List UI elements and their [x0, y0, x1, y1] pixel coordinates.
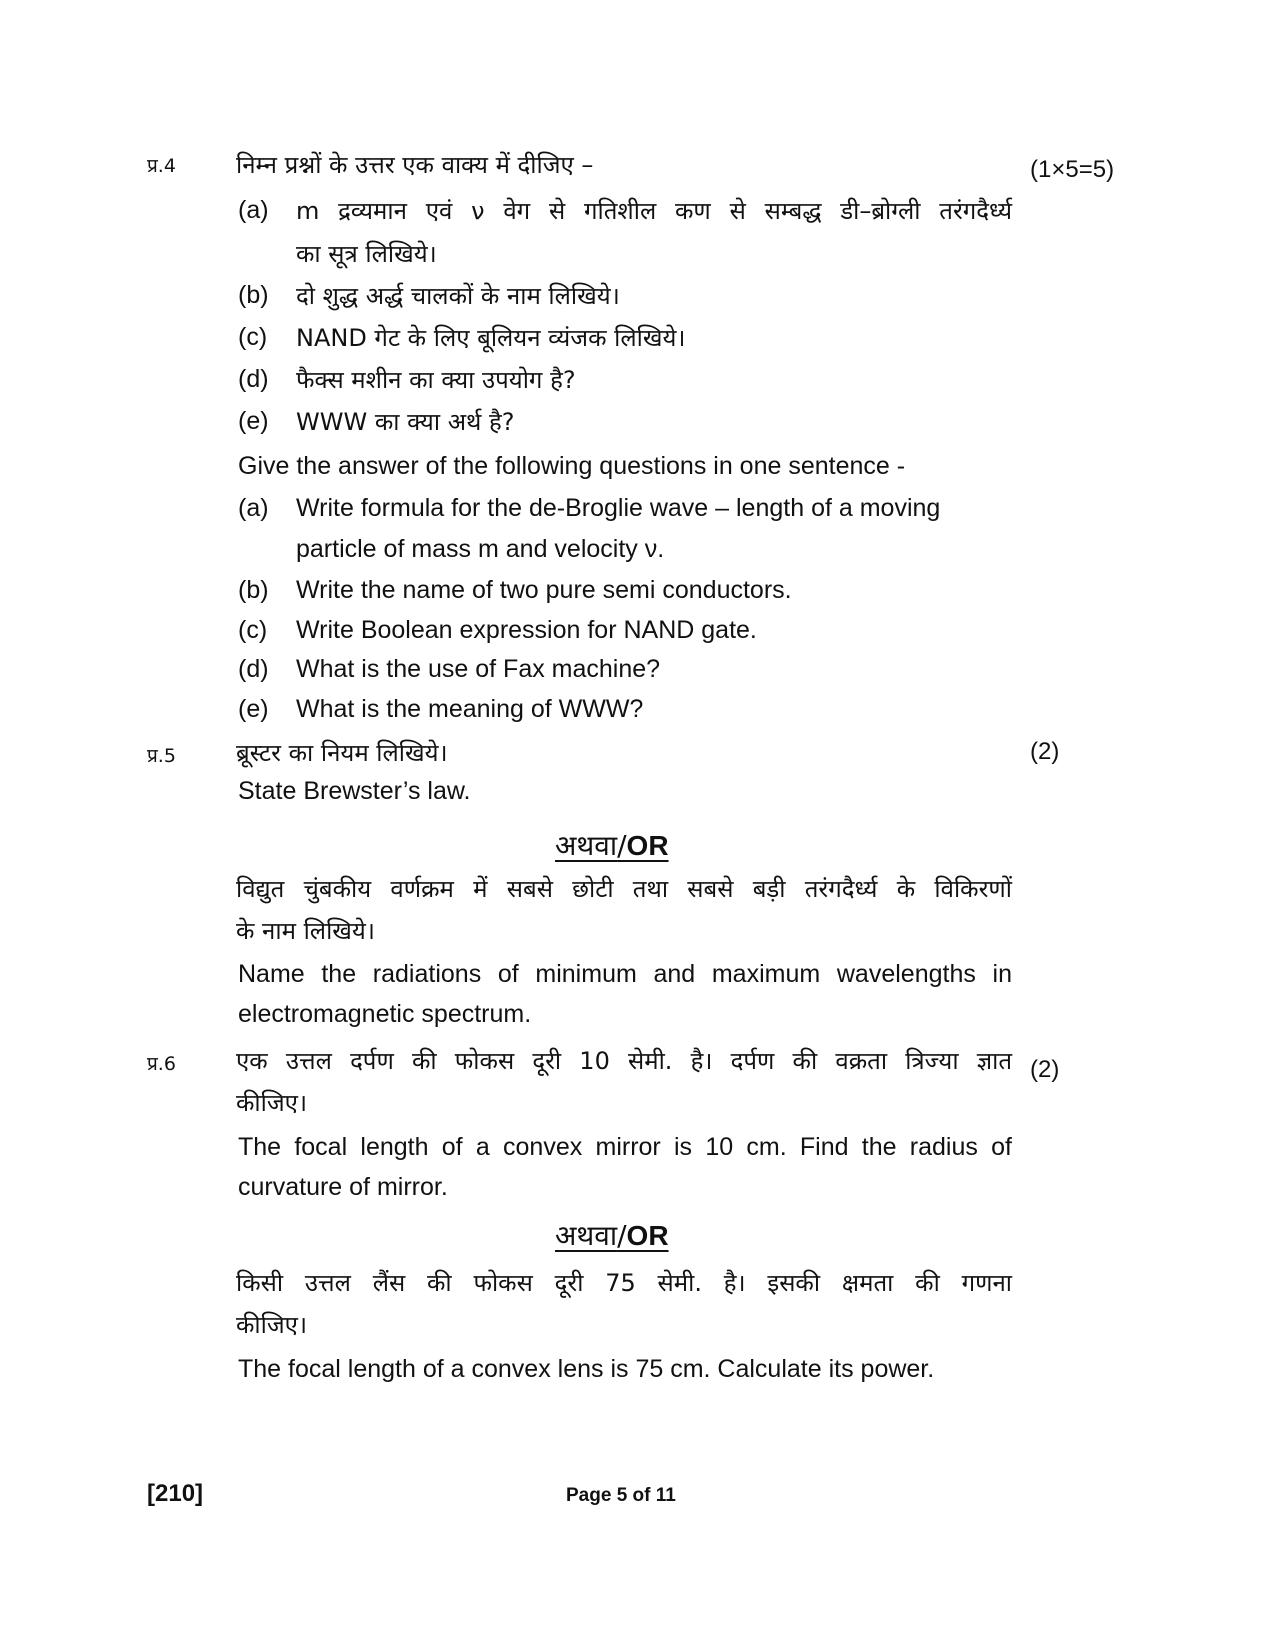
q4-english-d-label: (d)	[238, 655, 269, 683]
q6-alt-english: The focal length of a convex lens is 75 cm. Calculate its power.	[238, 1355, 935, 1383]
q4-english-c: Write Boolean expression for NAND gate.	[296, 616, 757, 644]
q4-hindi-a-label: (a)	[238, 196, 269, 224]
q4-hindi-intro: निम्न प्रश्नों के उत्तर एक वाक्य में दीजिए –	[236, 151, 594, 179]
paper-code: [210]	[147, 1480, 204, 1507]
q4-hindi-b: दो शुद्ध अर्द्ध चालकों के नाम लिखिये।	[296, 282, 620, 310]
q6-marks: (2)	[1030, 1056, 1060, 1083]
q6-or-english: OR	[626, 1220, 669, 1251]
q5-alt-english-line2: electromagnetic spectrum.	[238, 1000, 532, 1028]
q4-hindi-e-label: (e)	[238, 407, 269, 435]
q6-english-line2: curvature of mirror.	[238, 1173, 448, 1201]
q5-or-hindi: अथवा	[555, 829, 618, 862]
q6-alt-hindi-line1: किसी उत्तल लैंस की फोकस दूरी 75 सेमी. है। इसकी क्षमता की गणना	[236, 1269, 1012, 1297]
q4-english-intro: Give the answer of the following questions in one sentence -	[238, 452, 906, 480]
q4-english-e: What is the meaning of WWW?	[296, 695, 644, 723]
q5-alt-hindi-line1: विद्युत चुंबकीय वर्णक्रम में सबसे छोटी तथा सबसे बड़ी तरंगदैर्ध्य के विकिरणों	[236, 875, 1012, 903]
q6-or-sep: /	[617, 1219, 627, 1252]
q4-hindi-d: फैक्स मशीन का क्या उपयोग है?	[296, 366, 576, 394]
q6-or-divider	[555, 1216, 669, 1254]
q4-marks: (1×5=5)	[1030, 156, 1115, 183]
q5-or-sep: /	[617, 829, 627, 862]
q4-hindi-a-line1: m द्रव्यमान एवं ν वेग से गतिशील कण से सम्बद्ध डी–ब्रोग्ली तरंगदैर्ध्य	[296, 197, 1012, 225]
q4-english-c-label: (c)	[238, 616, 268, 644]
q6-english-line1: The focal length of a convex mirror is 10 cm. Find the radius of	[238, 1133, 1012, 1161]
q4-english-a-label: (a)	[238, 494, 269, 522]
q5-english: State Brewster’s law.	[238, 777, 471, 805]
q6-hindi-line2: कीजिए।	[236, 1089, 308, 1117]
q5-or-english: OR	[626, 830, 669, 861]
q4-hindi-e: WWW का क्या अर्थ है?	[296, 408, 515, 436]
page-number: Page 5 of 11	[566, 1485, 676, 1506]
q6-alt-hindi-line2: कीजिए।	[236, 1311, 308, 1339]
q4-hindi-a-line2: का सूत्र लिखिये।	[296, 240, 437, 268]
question-number-6: प्र.6	[147, 1053, 176, 1075]
q4-english-a-line1: Write formula for the de-Broglie wave – length of a moving	[296, 494, 941, 522]
q6-or-hindi: अथवा	[555, 1219, 618, 1252]
q4-english-b: Write the name of two pure semi conductors.	[296, 576, 792, 604]
q4-hindi-c: NAND गेट के लिए बूलियन व्यंजक लिखिये।	[296, 324, 686, 352]
q4-english-b-label: (b)	[238, 576, 269, 604]
question-number-4: प्र.4	[147, 155, 176, 177]
q4-hindi-d-label: (d)	[238, 365, 269, 393]
q6-hindi-line1: एक उत्तल दर्पण की फोकस दूरी 10 सेमी. है। दर्पण की वक्रता त्रिज्या ज्ञात	[236, 1047, 1012, 1075]
q5-marks: (2)	[1030, 738, 1060, 765]
q5-alt-english-line1: Name the radiations of minimum and maximum wavelengths in	[238, 960, 1012, 988]
q5-alt-hindi-line2: के नाम लिखिये।	[236, 917, 375, 945]
q4-hindi-b-label: (b)	[238, 281, 269, 309]
q5-hindi: ब्रूस्टर का नियम लिखिये।	[236, 739, 448, 767]
q5-or-divider	[555, 826, 669, 864]
q4-english-a-line2: particle of mass m and velocity ν.	[296, 535, 665, 563]
q4-english-e-label: (e)	[238, 695, 269, 723]
q4-hindi-c-label: (c)	[238, 323, 268, 351]
q4-english-d: What is the use of Fax machine?	[296, 655, 661, 683]
question-number-5: प्र.5	[147, 745, 176, 767]
